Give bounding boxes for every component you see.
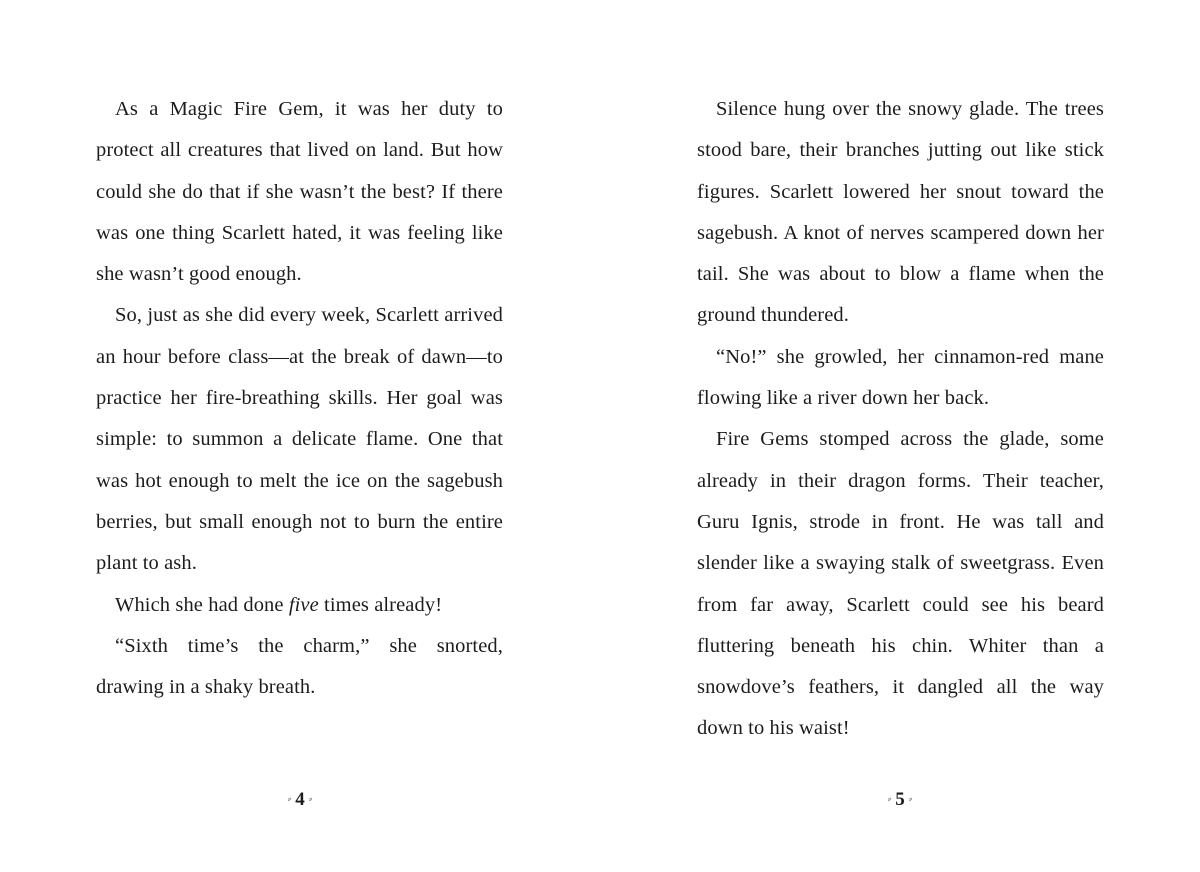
left-paragraph-3-before: Which she had done xyxy=(115,593,289,616)
right-paragraph-3: Fire Gems stomped across the glade, some already in their dragon forms. Their teacher, Guru Ignis, strode in front. He was tall and slender like a swaying stalk of sweetgrass. Even from far away, Scarlett could see his beard fluttering beneath his chin. Whiter than a snowdove’s feathers, it dangled all the way down to his waist! xyxy=(697,428,1104,740)
left-paragraph-3-after: times already! xyxy=(318,593,443,616)
left-paragraph-4: “Sixth time’s the charm,” she snorted, drawing in a shaky breath. xyxy=(96,634,503,699)
left-paragraph-3-emphasis: five xyxy=(288,593,319,616)
page-number-right-value: 5 xyxy=(895,789,905,810)
left-paragraph-3 xyxy=(96,585,503,626)
right-paragraph-1: Silence hung over the snowy glade. The trees stood bare, their branches jutting out like stick figures. Scarlett lowered her snout toward the sagebush. A knot of nerves scampered down her tail. She was about to blow a flame when the ground thundered. xyxy=(697,98,1104,327)
left-page xyxy=(96,89,503,708)
left-paragraph-2: So, just as she did every week, Scarlett arrived an hour before class—at the break of dawn—to practice her fire-breathing skills. Her goal was simple: to summon a delicate flame. One that was hot enough to melt the ice on the sagebush berries, but small enough not to burn the entire plant to ash. xyxy=(96,304,503,575)
folio-ornament-left-icon: ⸗ xyxy=(287,792,292,805)
right-page xyxy=(697,89,1104,750)
folio-ornament-left-icon: ⸗ xyxy=(887,792,892,805)
page-number-right xyxy=(870,783,930,818)
right-paragraph-2: “No!” she growled, her cinnamon-red mane flowing like a river down her back. xyxy=(697,345,1104,410)
folio-ornament-right-icon: ⸗ xyxy=(308,792,313,805)
page-number-left xyxy=(270,783,330,818)
left-paragraph-1: As a Magic Fire Gem, it was her duty to protect all creatures that lived on land. But how could she do that if she wasn’t the best? If there was one thing Scarlett hated, it was feeling like she wasn’t good enough. xyxy=(96,98,503,286)
folio-ornament-right-icon: ⸗ xyxy=(908,792,913,805)
page-number-left-value: 4 xyxy=(295,789,305,810)
